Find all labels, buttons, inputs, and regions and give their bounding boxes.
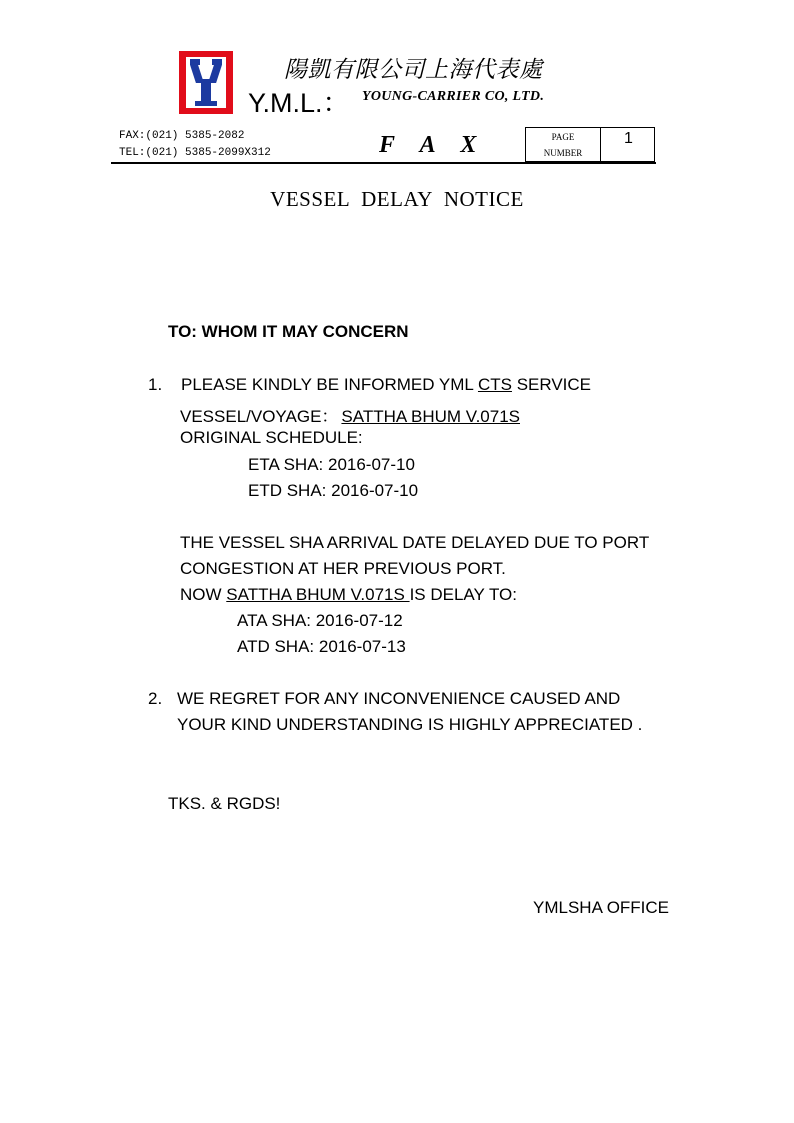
now-suffix: IS DELAY TO: — [409, 585, 517, 604]
page-number-box — [525, 127, 655, 162]
delay-reason-line-1: THE VESSEL SHA ARRIVAL DATE DELAYED DUE TO PORT — [180, 533, 650, 552]
service-code: CTS — [477, 375, 512, 394]
delay-now-line — [180, 585, 517, 605]
item-1-line-1-prefix: PLEASE KINDLY BE INFORMED YML — [181, 375, 478, 394]
fax-number: FAX:(021) 5385-2082 — [119, 130, 245, 142]
item-2-line-2: YOUR KIND UNDERSTANDING IS HIGHLY APPRECIATED . — [177, 715, 643, 734]
item-1-number: 1. — [148, 375, 163, 394]
delay-reason-line-2: CONGESTION AT HER PREVIOUS PORT. — [180, 559, 506, 578]
now-prefix: NOW — [180, 585, 227, 604]
item-2-number: 2. — [148, 689, 163, 708]
item-2-line-1: WE REGRET FOR ANY INCONVENIENCE CAUSED AND — [177, 689, 621, 708]
tel-number: TEL:(021) 5385-2099X312 — [119, 147, 271, 159]
header-rule — [111, 162, 656, 164]
original-schedule-label: ORIGINAL SCHEDULE: — [180, 428, 363, 447]
company-name-english: YOUNG-CARRIER CO, LTD. — [362, 89, 545, 104]
item-1-line-1-suffix: SERVICE — [511, 375, 592, 394]
eta-line: ETA SHA: 2016-07-10 — [248, 455, 415, 474]
document-type: F A X — [379, 132, 487, 158]
atd-line: ATD SHA: 2016-07-13 — [237, 637, 406, 656]
ata-line: ATA SHA: 2016-07-12 — [237, 611, 403, 630]
closing: TKS. & RGDS! — [168, 794, 281, 813]
number-label: NUMBER — [543, 148, 583, 158]
page-number: 1 — [624, 130, 633, 147]
vessel-name: SATTHA BHUM V.071S — [341, 407, 520, 426]
salutation: TO: WHOM IT MAY CONCERN — [168, 322, 409, 341]
item-1-line-1 — [181, 375, 591, 395]
company-name-chinese: 陽凱有限公司上海代表處 — [284, 57, 543, 83]
vessel-voyage-line — [180, 402, 520, 427]
now-vessel-name: SATTHA BHUM V.071S — [226, 585, 410, 604]
etd-line: ETD SHA: 2016-07-10 — [248, 481, 419, 500]
page-label: PAGE — [551, 132, 575, 142]
vessel-label: VESSEL/VOYAGE： — [180, 407, 339, 426]
signature: YMLSHA OFFICE — [533, 898, 670, 917]
company-logo — [179, 51, 233, 114]
company-abbreviation: Y.M.L.： — [248, 88, 350, 118]
notice-title: VESSEL DELAY NOTICE — [270, 187, 524, 211]
